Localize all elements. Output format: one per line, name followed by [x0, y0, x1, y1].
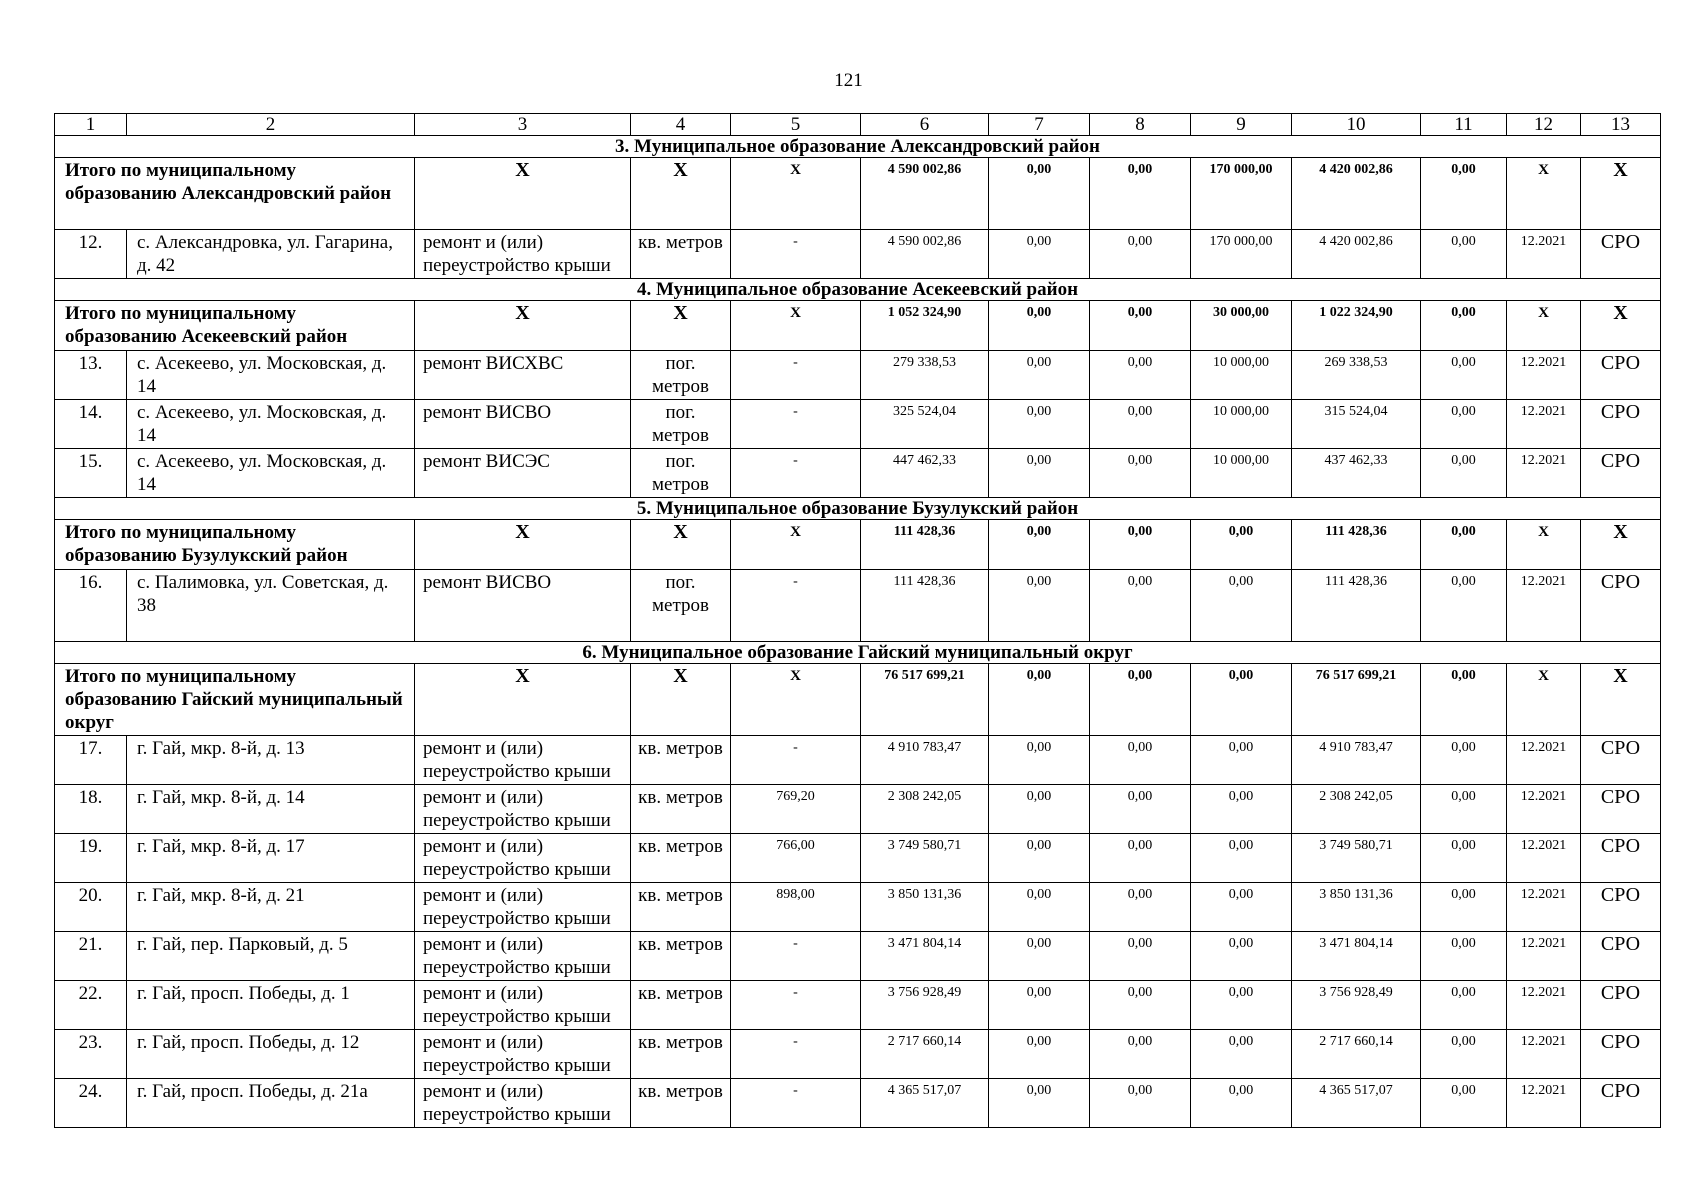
section-title: 5. Муниципальное образование Бузулукский район: [55, 498, 1661, 520]
row-value-c7: 0,00: [989, 230, 1090, 279]
row-value-c10: 111 428,36: [1292, 570, 1421, 642]
row-unit: кв. метров: [631, 1079, 731, 1128]
row-value-c6: 2 308 242,05: [861, 785, 989, 834]
row-unit: кв. метров: [631, 230, 731, 279]
row-value-c9: 0,00: [1191, 1030, 1292, 1079]
row-value-c9: 0,00: [1191, 834, 1292, 883]
column-header: 4: [631, 114, 731, 136]
row-method: СРО: [1581, 981, 1661, 1030]
row-value-c7: 0,00: [989, 932, 1090, 981]
row-value-c6: 3 850 131,36: [861, 883, 989, 932]
row-value-c8: 0,00: [1090, 883, 1191, 932]
row-value-c8: 0,00: [1090, 981, 1191, 1030]
row-value-c11: 0,00: [1421, 1030, 1507, 1079]
row-value-c9: 0,00: [1191, 785, 1292, 834]
row-value-c8: 0,00: [1090, 570, 1191, 642]
total-area: Х: [731, 158, 861, 230]
capital-repair-table: [54, 113, 1661, 1128]
row-unit: пог. метров: [631, 449, 731, 498]
row-value-c8: 0,00: [1090, 736, 1191, 785]
page-number: 121: [834, 70, 863, 91]
total-value-c6: 111 428,36: [861, 520, 989, 570]
row-value-c11: 0,00: [1421, 1079, 1507, 1128]
total-unit: Х: [631, 158, 731, 230]
total-work-type: Х: [415, 520, 631, 570]
total-value-c10: 76 517 699,21: [1292, 664, 1421, 736]
total-unit: Х: [631, 301, 731, 351]
row-address: г. Гай, мкр. 8-й, д. 13: [127, 736, 415, 785]
row-value-c11: 0,00: [1421, 400, 1507, 449]
column-header: 9: [1191, 114, 1292, 136]
total-unit: Х: [631, 664, 731, 736]
row-value-c9: 170 000,00: [1191, 230, 1292, 279]
row-value-c7: 0,00: [989, 400, 1090, 449]
total-row: [55, 301, 1661, 351]
row-value-c10: 437 462,33: [1292, 449, 1421, 498]
column-header: 5: [731, 114, 861, 136]
row-value-c10: 4 420 002,86: [1292, 230, 1421, 279]
row-value-c8: 0,00: [1090, 1030, 1191, 1079]
total-method: Х: [1581, 520, 1661, 570]
total-method: Х: [1581, 301, 1661, 351]
total-label: Итого по муниципальному образованию Асекеевский район: [55, 301, 415, 351]
row-work-type: ремонт и (или) переустройство крыши: [415, 230, 631, 279]
total-value-c11: 0,00: [1421, 158, 1507, 230]
row-value-c6: 4 365 517,07: [861, 1079, 989, 1128]
row-value-c8: 0,00: [1090, 351, 1191, 400]
row-value-c12: 12.2021: [1507, 1030, 1581, 1079]
table-row: [55, 230, 1661, 279]
row-value-c12: 12.2021: [1507, 400, 1581, 449]
row-value-c9: 0,00: [1191, 932, 1292, 981]
row-method: СРО: [1581, 570, 1661, 642]
row-unit: кв. метров: [631, 736, 731, 785]
row-unit: кв. метров: [631, 932, 731, 981]
row-value-c6: 3 756 928,49: [861, 981, 989, 1030]
row-area: -: [731, 449, 861, 498]
total-value-c6: 76 517 699,21: [861, 664, 989, 736]
table-row: [55, 449, 1661, 498]
total-deadline: Х: [1507, 158, 1581, 230]
row-value-c10: 315 524,04: [1292, 400, 1421, 449]
row-area: -: [731, 1079, 861, 1128]
row-value-c11: 0,00: [1421, 351, 1507, 400]
row-value-c11: 0,00: [1421, 932, 1507, 981]
column-header: 6: [861, 114, 989, 136]
total-unit: Х: [631, 520, 731, 570]
row-work-type: ремонт ВИСХВС: [415, 351, 631, 400]
row-value-c9: 0,00: [1191, 1079, 1292, 1128]
row-number: 18.: [55, 785, 127, 834]
row-value-c6: 4 590 002,86: [861, 230, 989, 279]
row-value-c8: 0,00: [1090, 785, 1191, 834]
total-row: [55, 664, 1661, 736]
row-work-type: ремонт и (или) переустройство крыши: [415, 736, 631, 785]
row-value-c11: 0,00: [1421, 834, 1507, 883]
table-row: [55, 1030, 1661, 1079]
total-value-c8: 0,00: [1090, 520, 1191, 570]
row-value-c10: 4 365 517,07: [1292, 1079, 1421, 1128]
total-area: Х: [731, 520, 861, 570]
total-value-c7: 0,00: [989, 520, 1090, 570]
row-work-type: ремонт и (или) переустройство крыши: [415, 883, 631, 932]
column-header: 11: [1421, 114, 1507, 136]
row-address: г. Гай, мкр. 8-й, д. 14: [127, 785, 415, 834]
row-address: с. Асекеево, ул. Московская, д. 14: [127, 449, 415, 498]
table-row: [55, 570, 1661, 642]
section-title: 3. Муниципальное образование Александровский район: [55, 136, 1661, 158]
row-work-type: ремонт ВИСВО: [415, 400, 631, 449]
row-address: г. Гай, мкр. 8-й, д. 17: [127, 834, 415, 883]
table-row: [55, 932, 1661, 981]
row-area: 898,00: [731, 883, 861, 932]
total-work-type: Х: [415, 301, 631, 351]
row-method: СРО: [1581, 230, 1661, 279]
row-unit: пог. метров: [631, 351, 731, 400]
row-value-c10: 3 749 580,71: [1292, 834, 1421, 883]
total-deadline: Х: [1507, 520, 1581, 570]
row-value-c11: 0,00: [1421, 736, 1507, 785]
total-value-c9: 30 000,00: [1191, 301, 1292, 351]
total-value-c7: 0,00: [989, 301, 1090, 351]
row-value-c6: 279 338,53: [861, 351, 989, 400]
row-value-c8: 0,00: [1090, 230, 1191, 279]
row-value-c6: 2 717 660,14: [861, 1030, 989, 1079]
row-value-c10: 3 471 804,14: [1292, 932, 1421, 981]
row-value-c12: 12.2021: [1507, 785, 1581, 834]
column-header: 7: [989, 114, 1090, 136]
row-value-c7: 0,00: [989, 351, 1090, 400]
total-value-c7: 0,00: [989, 158, 1090, 230]
row-value-c12: 12.2021: [1507, 736, 1581, 785]
row-method: СРО: [1581, 1079, 1661, 1128]
row-value-c7: 0,00: [989, 1030, 1090, 1079]
total-value-c8: 0,00: [1090, 664, 1191, 736]
total-method: Х: [1581, 664, 1661, 736]
row-method: СРО: [1581, 1030, 1661, 1079]
row-work-type: ремонт и (или) переустройство крыши: [415, 785, 631, 834]
total-value-c6: 4 590 002,86: [861, 158, 989, 230]
row-number: 13.: [55, 351, 127, 400]
row-address: с. Асекеево, ул. Московская, д. 14: [127, 400, 415, 449]
section-header-row: [55, 279, 1661, 301]
row-unit: кв. метров: [631, 1030, 731, 1079]
row-value-c11: 0,00: [1421, 883, 1507, 932]
row-address: г. Гай, просп. Победы, д. 12: [127, 1030, 415, 1079]
row-address: г. Гай, просп. Победы, д. 21а: [127, 1079, 415, 1128]
row-address: с. Асекеево, ул. Московская, д. 14: [127, 351, 415, 400]
total-value-c7: 0,00: [989, 664, 1090, 736]
row-value-c6: 447 462,33: [861, 449, 989, 498]
column-header: 12: [1507, 114, 1581, 136]
total-label: Итого по муниципальному образованию Бузулукский район: [55, 520, 415, 570]
total-value-c11: 0,00: [1421, 664, 1507, 736]
row-value-c10: 269 338,53: [1292, 351, 1421, 400]
row-area: -: [731, 736, 861, 785]
total-value-c9: 170 000,00: [1191, 158, 1292, 230]
total-method: Х: [1581, 158, 1661, 230]
row-number: 14.: [55, 400, 127, 449]
row-number: 21.: [55, 932, 127, 981]
row-area: -: [731, 932, 861, 981]
row-area: -: [731, 1030, 861, 1079]
total-value-c9: 0,00: [1191, 664, 1292, 736]
section-header-row: [55, 642, 1661, 664]
row-work-type: ремонт ВИСВО: [415, 570, 631, 642]
table-row: [55, 883, 1661, 932]
row-value-c6: 3 471 804,14: [861, 932, 989, 981]
total-value-c6: 1 052 324,90: [861, 301, 989, 351]
row-value-c12: 12.2021: [1507, 570, 1581, 642]
row-value-c12: 12.2021: [1507, 883, 1581, 932]
row-method: СРО: [1581, 834, 1661, 883]
section-header-row: [55, 498, 1661, 520]
row-area: -: [731, 570, 861, 642]
row-method: СРО: [1581, 883, 1661, 932]
row-area: -: [731, 981, 861, 1030]
row-method: СРО: [1581, 785, 1661, 834]
row-value-c7: 0,00: [989, 883, 1090, 932]
row-number: 22.: [55, 981, 127, 1030]
row-number: 19.: [55, 834, 127, 883]
row-address: г. Гай, пер. Парковый, д. 5: [127, 932, 415, 981]
row-value-c10: 3 850 131,36: [1292, 883, 1421, 932]
row-work-type: ремонт и (или) переустройство крыши: [415, 932, 631, 981]
row-number: 23.: [55, 1030, 127, 1079]
row-unit: кв. метров: [631, 834, 731, 883]
row-value-c12: 12.2021: [1507, 981, 1581, 1030]
row-value-c6: 111 428,36: [861, 570, 989, 642]
section-header-row: [55, 136, 1661, 158]
row-address: г. Гай, мкр. 8-й, д. 21: [127, 883, 415, 932]
row-value-c11: 0,00: [1421, 570, 1507, 642]
row-value-c10: 2 717 660,14: [1292, 1030, 1421, 1079]
row-value-c8: 0,00: [1090, 932, 1191, 981]
row-work-type: ремонт ВИСЭС: [415, 449, 631, 498]
total-deadline: Х: [1507, 664, 1581, 736]
row-value-c7: 0,00: [989, 1079, 1090, 1128]
row-value-c6: 4 910 783,47: [861, 736, 989, 785]
column-header: 13: [1581, 114, 1661, 136]
total-value-c10: 4 420 002,86: [1292, 158, 1421, 230]
row-method: СРО: [1581, 736, 1661, 785]
column-header: 10: [1292, 114, 1421, 136]
total-value-c8: 0,00: [1090, 301, 1191, 351]
table-row: [55, 351, 1661, 400]
row-value-c7: 0,00: [989, 736, 1090, 785]
row-value-c6: 325 524,04: [861, 400, 989, 449]
row-value-c9: 0,00: [1191, 981, 1292, 1030]
row-value-c12: 12.2021: [1507, 1079, 1581, 1128]
total-work-type: Х: [415, 158, 631, 230]
row-value-c10: 3 756 928,49: [1292, 981, 1421, 1030]
row-value-c8: 0,00: [1090, 834, 1191, 883]
table-row: [55, 785, 1661, 834]
row-value-c11: 0,00: [1421, 785, 1507, 834]
row-value-c9: 0,00: [1191, 883, 1292, 932]
total-label: Итого по муниципальному образованию Гайский муниципальный округ: [55, 664, 415, 736]
row-work-type: ремонт и (или) переустройство крыши: [415, 1030, 631, 1079]
row-value-c10: 2 308 242,05: [1292, 785, 1421, 834]
row-area: 769,20: [731, 785, 861, 834]
table-row: [55, 400, 1661, 449]
row-unit: кв. метров: [631, 981, 731, 1030]
row-value-c7: 0,00: [989, 834, 1090, 883]
row-work-type: ремонт и (или) переустройство крыши: [415, 981, 631, 1030]
row-area: -: [731, 230, 861, 279]
row-value-c12: 12.2021: [1507, 834, 1581, 883]
table-row: [55, 834, 1661, 883]
row-value-c12: 12.2021: [1507, 230, 1581, 279]
column-header: 8: [1090, 114, 1191, 136]
table-row: [55, 1079, 1661, 1128]
column-header: 1: [55, 114, 127, 136]
row-value-c7: 0,00: [989, 570, 1090, 642]
row-value-c12: 12.2021: [1507, 351, 1581, 400]
row-number: 24.: [55, 1079, 127, 1128]
row-area: -: [731, 351, 861, 400]
row-address: г. Гай, просп. Победы, д. 1: [127, 981, 415, 1030]
row-address: с. Палимовка, ул. Советская, д. 38: [127, 570, 415, 642]
row-value-c8: 0,00: [1090, 449, 1191, 498]
row-number: 15.: [55, 449, 127, 498]
row-unit: кв. метров: [631, 883, 731, 932]
row-unit: кв. метров: [631, 785, 731, 834]
row-value-c10: 4 910 783,47: [1292, 736, 1421, 785]
row-work-type: ремонт и (или) переустройство крыши: [415, 834, 631, 883]
total-label: Итого по муниципальному образованию Александровский район: [55, 158, 415, 230]
row-value-c6: 3 749 580,71: [861, 834, 989, 883]
total-value-c10: 1 022 324,90: [1292, 301, 1421, 351]
total-area: Х: [731, 664, 861, 736]
row-value-c11: 0,00: [1421, 449, 1507, 498]
row-value-c9: 0,00: [1191, 736, 1292, 785]
row-number: 16.: [55, 570, 127, 642]
row-area: -: [731, 400, 861, 449]
total-work-type: Х: [415, 664, 631, 736]
row-number: 12.: [55, 230, 127, 279]
column-header: 2: [127, 114, 415, 136]
table-row: [55, 981, 1661, 1030]
row-unit: пог. метров: [631, 400, 731, 449]
row-value-c11: 0,00: [1421, 230, 1507, 279]
column-header-row: [55, 114, 1661, 136]
total-value-c11: 0,00: [1421, 301, 1507, 351]
row-method: СРО: [1581, 449, 1661, 498]
row-method: СРО: [1581, 351, 1661, 400]
column-header: 3: [415, 114, 631, 136]
row-value-c8: 0,00: [1090, 400, 1191, 449]
table-row: [55, 736, 1661, 785]
section-title: 4. Муниципальное образование Асекеевский район: [55, 279, 1661, 301]
table-body: [55, 114, 1661, 1128]
row-area: 766,00: [731, 834, 861, 883]
row-method: СРО: [1581, 932, 1661, 981]
row-work-type: ремонт и (или) переустройство крыши: [415, 1079, 631, 1128]
row-value-c9: 10 000,00: [1191, 351, 1292, 400]
row-number: 17.: [55, 736, 127, 785]
row-value-c12: 12.2021: [1507, 932, 1581, 981]
row-method: СРО: [1581, 400, 1661, 449]
total-deadline: Х: [1507, 301, 1581, 351]
total-value-c8: 0,00: [1090, 158, 1191, 230]
total-row: [55, 520, 1661, 570]
row-value-c9: 10 000,00: [1191, 449, 1292, 498]
row-number: 20.: [55, 883, 127, 932]
row-unit: пог. метров: [631, 570, 731, 642]
total-row: [55, 158, 1661, 230]
row-value-c7: 0,00: [989, 449, 1090, 498]
total-value-c11: 0,00: [1421, 520, 1507, 570]
row-value-c9: 0,00: [1191, 570, 1292, 642]
total-value-c9: 0,00: [1191, 520, 1292, 570]
row-value-c11: 0,00: [1421, 981, 1507, 1030]
row-address: с. Александровка, ул. Гагарина, д. 42: [127, 230, 415, 279]
row-value-c7: 0,00: [989, 785, 1090, 834]
section-title: 6. Муниципальное образование Гайский муниципальный округ: [55, 642, 1661, 664]
row-value-c9: 10 000,00: [1191, 400, 1292, 449]
row-value-c12: 12.2021: [1507, 449, 1581, 498]
row-value-c8: 0,00: [1090, 1079, 1191, 1128]
total-value-c10: 111 428,36: [1292, 520, 1421, 570]
row-value-c7: 0,00: [989, 981, 1090, 1030]
total-area: Х: [731, 301, 861, 351]
